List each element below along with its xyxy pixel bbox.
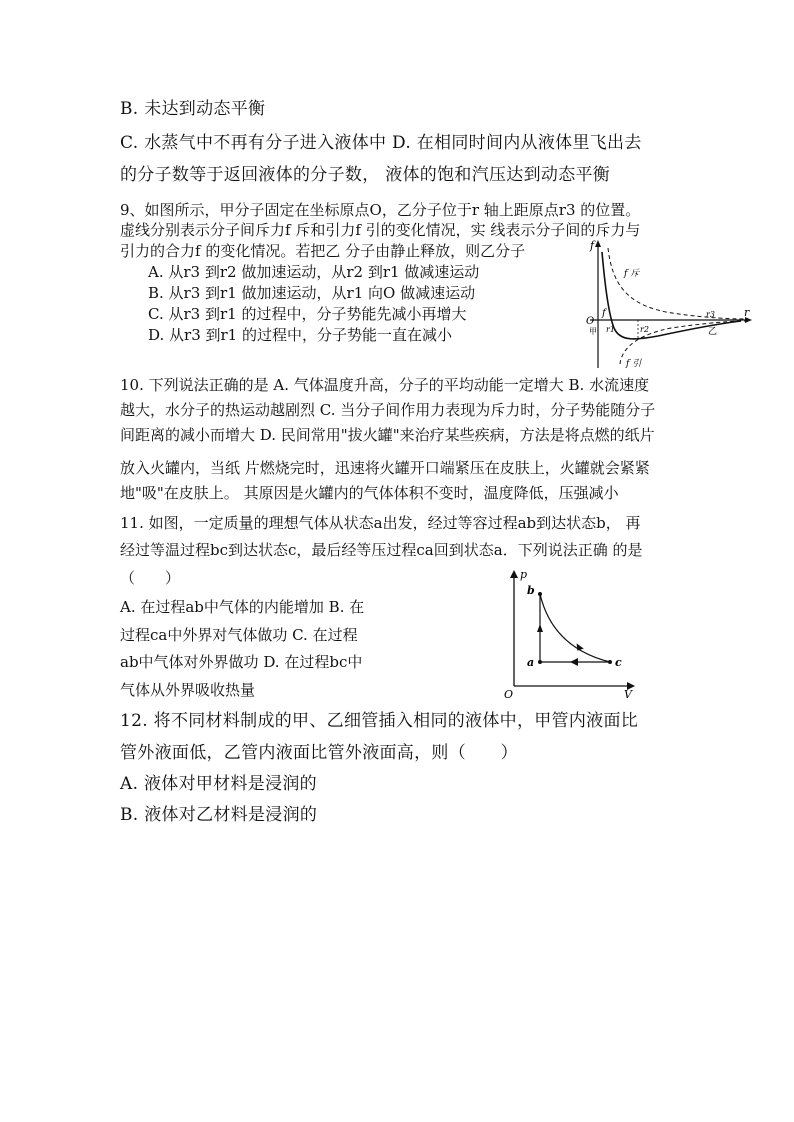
q12-line2: 管外液面低，乙管内液面比管外液面高，则（ ） bbox=[120, 743, 518, 763]
q11-option-line3: ab中气体对外界做功 D. 在过程bc中 bbox=[120, 653, 363, 671]
q10-line1: 10. 下列说法正确的是 A. 气体温度升高，分子的平均动能一定增大 B. 水流速度 bbox=[120, 376, 650, 394]
q11-line1: 11. 如图，一定质量的理想气体从状态a出发，经过等容过程ab到达状态b， 再 bbox=[120, 514, 641, 532]
q8-option-c-d-line2: 的分子数等于返回液体的分子数， 液体的饱和汽压达到动态平衡 bbox=[120, 165, 611, 185]
q9-option-b: B. 从r3 到r1 做加速运动，从r1 向O 做减速运动 bbox=[148, 284, 476, 302]
q8-option-b: B. 未达到动态平衡 bbox=[120, 99, 266, 119]
origin-label: O bbox=[504, 688, 514, 701]
q10-line3: 间距离的减小而增大 D. 民间常用"拔火罐"来治疗某些疾病，方法是将点燃的纸片 bbox=[120, 426, 655, 444]
p-axis-label: p bbox=[520, 568, 528, 581]
r-axis-label: r bbox=[744, 306, 750, 319]
f-axis-label: f bbox=[590, 239, 595, 252]
q9-option-c: C. 从r3 到r1 的过程中，分子势能先减小再增大 bbox=[148, 305, 467, 323]
state-c-label: c bbox=[615, 656, 622, 669]
q11-line3: （ ） bbox=[120, 569, 181, 587]
yi-label: 乙 bbox=[708, 327, 718, 337]
q9-stem-line2: 虚线分别表示分子间斥力f 斥和引力f 引的变化情况，实 线表示分子间的斥力与 bbox=[120, 221, 641, 239]
state-b-label: b bbox=[527, 584, 535, 597]
r1-label: r1 bbox=[606, 325, 615, 334]
q12-option-a: A. 液体对甲材料是浸润的 bbox=[120, 774, 317, 794]
q9-stem-line3: 引力的合力f 的变化情况。若把乙 分子由静止释放，则乙分子 bbox=[120, 242, 526, 260]
v-axis-label: V bbox=[624, 688, 632, 701]
f-attraction-label: f 引 bbox=[626, 359, 642, 369]
q12-line1: 12. 将不同材料制成的甲、乙细管插入相同的液体中，甲管内液面比 bbox=[120, 711, 639, 731]
q9-option-d: D. 从r3 到r1 的过程中，分子势能一直在减小 bbox=[148, 326, 452, 344]
f-attraction-curve bbox=[620, 321, 746, 364]
q10-line5: 地"吸"在皮肤上。 其原因是火罐内的气体体积不变时，温度降低，压强减小 bbox=[120, 484, 619, 502]
f-net-curve bbox=[602, 252, 741, 339]
r3-label: r3 bbox=[706, 310, 715, 319]
r2-label: r2 bbox=[640, 325, 649, 334]
q11-option-line4: 气体从外界吸收热量 bbox=[120, 681, 256, 699]
origin-label: O bbox=[586, 316, 595, 327]
process-bc bbox=[540, 594, 610, 662]
state-a-label: a bbox=[527, 656, 535, 669]
q11-option-line2: 过程ca中外界对气体做功 C. 在过程 bbox=[120, 626, 358, 644]
f-repulsion-label: f 斥 bbox=[624, 269, 640, 279]
q9-option-a: A. 从r3 到r2 做加速运动，从r2 到r1 做减速运动 bbox=[148, 263, 480, 281]
q10-line4: 放入火罐内，当纸 片燃烧完时，迅速将火罐开口端紧压在皮肤上，火罐就会紧紧 bbox=[120, 459, 650, 477]
q11-option-line1: A. 在过程ab中气体的内能增加 B. 在 bbox=[120, 598, 365, 616]
molecular-force-graph bbox=[586, 238, 756, 373]
origin-jia-label: 甲 bbox=[589, 327, 597, 336]
pv-diagram bbox=[500, 566, 645, 702]
f-net-label: f bbox=[602, 308, 606, 319]
q9-stem-line1: 9、如图所示，甲分子固定在坐标原点O，乙分子位于r 轴上距原点r3 的位置。 bbox=[120, 201, 641, 219]
q12-option-b: B. 液体对乙材料是浸润的 bbox=[120, 805, 318, 825]
q8-option-c-d-line1: C. 水蒸气中不再有分子进入液体中 D. 在相同时间内从液体里飞出去 bbox=[120, 133, 642, 153]
q11-line2: 经过等温过程bc到达状态c，最后经等压过程ca回到状态a．下列说法正确 的是 bbox=[120, 541, 643, 559]
f-repulsion-curve bbox=[608, 248, 746, 319]
q10-line2: 越大，水分子的热运动越剧烈 C. 当分子间作用力表现为斥力时，分子势能随分子 bbox=[120, 401, 656, 419]
